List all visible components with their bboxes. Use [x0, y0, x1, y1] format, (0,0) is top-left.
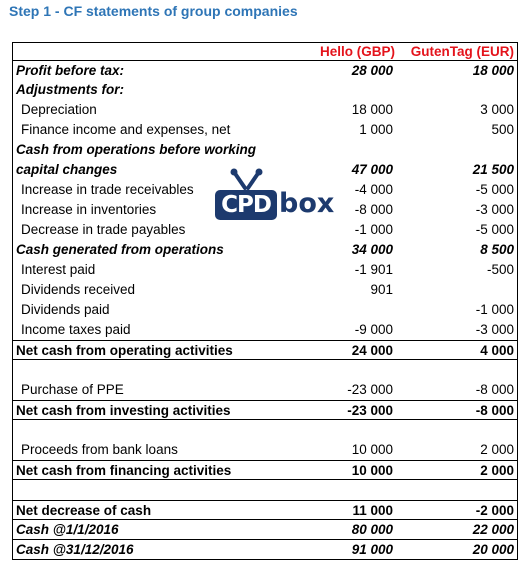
table-row — [13, 60, 517, 80]
table-row — [13, 140, 517, 160]
row-value-hello: 18 000 — [351, 102, 393, 117]
row-label: Dividends received — [21, 282, 136, 297]
row-value-gutentag: -8 000 — [475, 382, 514, 397]
row-label: Income taxes paid — [21, 322, 131, 337]
row-value-hello: 10 000 — [351, 463, 393, 478]
row-label: Net cash from investing activities — [16, 403, 231, 418]
row-value-hello: 901 — [370, 282, 393, 297]
row-label: Dividends paid — [21, 302, 110, 317]
table-row — [13, 100, 517, 120]
row-value-gutentag: 8 500 — [480, 242, 514, 257]
table-row — [13, 280, 517, 300]
row-value-hello: 34 000 — [351, 242, 393, 257]
row-value-gutentag: 22 000 — [472, 522, 514, 537]
table-row-total — [13, 340, 517, 360]
row-value-gutentag: 20 000 — [472, 542, 514, 557]
logo-cpd-text: CPD — [215, 190, 277, 220]
logo-box-text: box — [279, 188, 335, 219]
cpd-box-logo — [212, 168, 335, 228]
row-label: Interest paid — [21, 262, 96, 277]
column-header-gutentag: GutenTag (EUR) — [410, 44, 514, 59]
table-row — [13, 440, 517, 460]
row-value-gutentag: 21 500 — [472, 162, 514, 177]
table-row — [13, 380, 517, 400]
row-value-hello: 24 000 — [351, 343, 393, 358]
row-label: Cash @1/1/2016 — [16, 522, 119, 537]
row-value-hello: -23 000 — [347, 382, 393, 397]
cash-flow-table — [12, 42, 518, 560]
row-value-hello: -8 000 — [354, 202, 393, 217]
row-value-gutentag: -5 000 — [475, 182, 514, 197]
row-value-hello: -4 000 — [354, 182, 393, 197]
table-row — [13, 520, 517, 540]
row-value-gutentag: 2 000 — [480, 463, 514, 478]
row-label: Increase in trade receivables — [21, 182, 194, 197]
row-value-gutentag: 18 000 — [472, 63, 514, 78]
table-row — [13, 80, 517, 100]
row-value-hello: -1 901 — [354, 262, 393, 277]
row-value-gutentag: 4 000 — [480, 343, 514, 358]
page-title: Step 1 - CF statements of group companies — [9, 3, 298, 19]
row-value-gutentag: -5 000 — [475, 222, 514, 237]
row-value-gutentag: 2 000 — [480, 442, 514, 457]
row-value-gutentag: -500 — [486, 262, 514, 277]
row-label: Net decrease of cash — [16, 503, 152, 518]
row-value-hello: 11 000 — [352, 503, 393, 518]
row-label: Decrease in trade payables — [21, 222, 186, 237]
table-row — [13, 540, 517, 560]
table-row-total — [13, 460, 517, 480]
table-row — [13, 320, 517, 340]
row-label: Cash generated from operations — [16, 242, 224, 257]
row-label: Cash from operations before working — [16, 142, 257, 157]
row-value-hello: -23 000 — [347, 403, 393, 418]
row-value-gutentag: -3 000 — [475, 322, 514, 337]
row-value-hello: 1 000 — [359, 122, 393, 137]
table-row — [13, 120, 517, 140]
row-label: Cash @31/12/2016 — [16, 542, 134, 557]
table-body — [12, 60, 518, 560]
row-label: Profit before tax: — [16, 63, 125, 78]
row-label: capital changes — [16, 162, 118, 177]
row-value-gutentag: -3 000 — [475, 202, 514, 217]
table-row-total — [13, 400, 517, 420]
row-value-gutentag: -2 000 — [475, 503, 514, 518]
row-value-hello: -9 000 — [354, 322, 393, 337]
row-value-gutentag: 500 — [491, 122, 514, 137]
row-value-hello: 28 000 — [351, 63, 393, 78]
table-row-total — [13, 500, 517, 520]
table-row — [13, 300, 517, 320]
row-value-gutentag: -8 000 — [475, 403, 514, 418]
row-spacer — [13, 360, 517, 380]
row-label: Net cash from financing activities — [16, 463, 232, 478]
table-header-row — [12, 42, 518, 60]
table-row — [13, 260, 517, 280]
row-value-hello: 10 000 — [351, 442, 393, 457]
column-header-hello: Hello (GBP) — [319, 44, 395, 59]
row-spacer — [13, 420, 517, 440]
row-spacer — [13, 480, 517, 500]
row-value-gutentag: 3 000 — [480, 102, 514, 117]
row-value-hello: -1 000 — [354, 222, 393, 237]
row-label: Depreciation — [21, 102, 97, 117]
row-label: Proceeds from bank loans — [21, 442, 178, 457]
row-label: Finance income and expenses, net — [21, 122, 231, 137]
row-label: Adjustments for: — [16, 82, 124, 97]
row-label: Net cash from operating activities — [16, 343, 233, 358]
row-value-hello: 47 000 — [351, 162, 393, 177]
table-row — [13, 240, 517, 260]
row-label: Increase in inventories — [21, 202, 157, 217]
row-label: Purchase of PPE — [21, 382, 124, 397]
row-value-hello: 80 000 — [351, 522, 393, 537]
row-value-hello: 91 000 — [351, 542, 393, 557]
row-value-gutentag: -1 000 — [475, 302, 514, 317]
